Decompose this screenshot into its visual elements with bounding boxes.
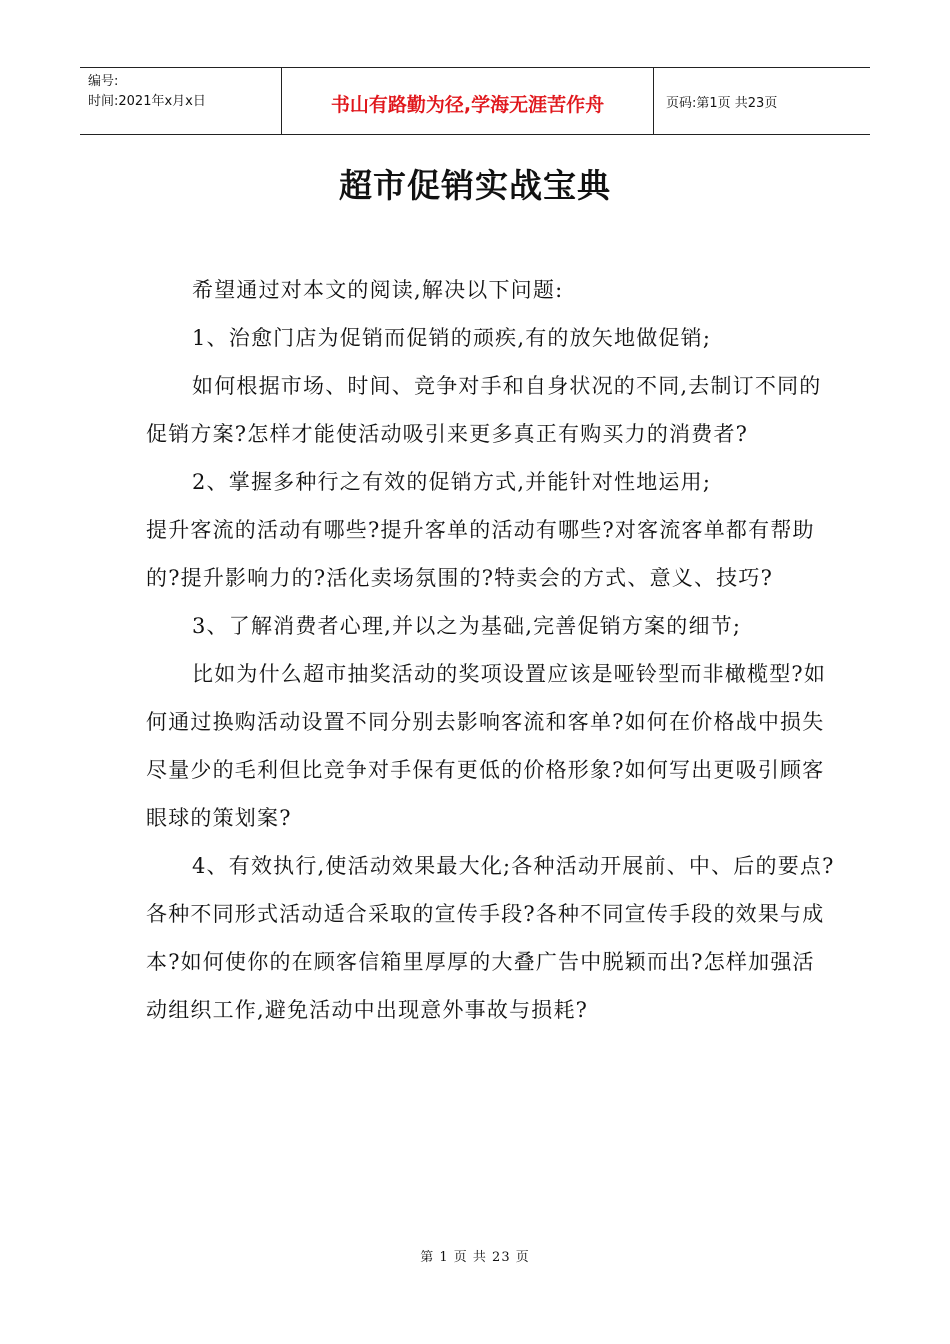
header-meta [80, 68, 282, 134]
document-title: 超市促销实战宝典 [339, 166, 611, 205]
document-time-label: 时间:2021年x月x日 [88, 94, 206, 109]
paragraph: 提升客流的活动有哪些?提升客单的活动有哪些?对客流客单都有帮助的?提升影响力的?活化卖场氛围的?特卖会的方式、意义、技巧? [146, 518, 815, 590]
paragraph: 比如为什么超市抽奖活动的奖项设置应该是哑铃型而非橄榄型?如何通过换购活动设置不同分别去影响客流和客单?如何在价格战中损失尽量少的毛利但比竞争对手保有更低的价格形象?如何写出更吸引顾客眼球的策划案? [146, 662, 827, 830]
paragraph: 希望通过对本文的阅读,解决以下问题: [192, 278, 564, 302]
paragraph: 3、了解消费者心理,并以之为基础,完善促销方案的细节; [192, 614, 742, 638]
paragraph: 如何根据市场、时间、竞争对手和自身状况的不同,去制订不同的促销方案?怎样才能使活动吸引来更多真正有购买力的消费者? [146, 374, 822, 446]
header-motto: 书山有路勤为径,学海无涯苦作舟 [282, 68, 654, 134]
paragraph: 2、掌握多种行之有效的促销方式,并能针对性地运用; [192, 470, 712, 494]
header-page-info: 页码:第1页 共23页 [666, 95, 778, 111]
document-number-label: 编号: [88, 74, 119, 89]
paragraph: 1、治愈门店为促销而促销的顽疾,有的放矢地做促销; [192, 326, 712, 350]
page-footer: 第 1 页 共 23 页 [420, 1250, 530, 1265]
paragraph: 4、有效执行,使活动效果最大化;各种活动开展前、中、后的要点?各种不同形式活动适合采取的宣传手段?各种不同宣传手段的效果与成本?如何使你的在顾客信箱里厚厚的大叠广告中脱颖而出?怎样加强活动组织工作,避免活动中出现意外事故与损耗? [146, 854, 835, 1022]
page-header [80, 67, 870, 135]
document-body [146, 266, 836, 1034]
